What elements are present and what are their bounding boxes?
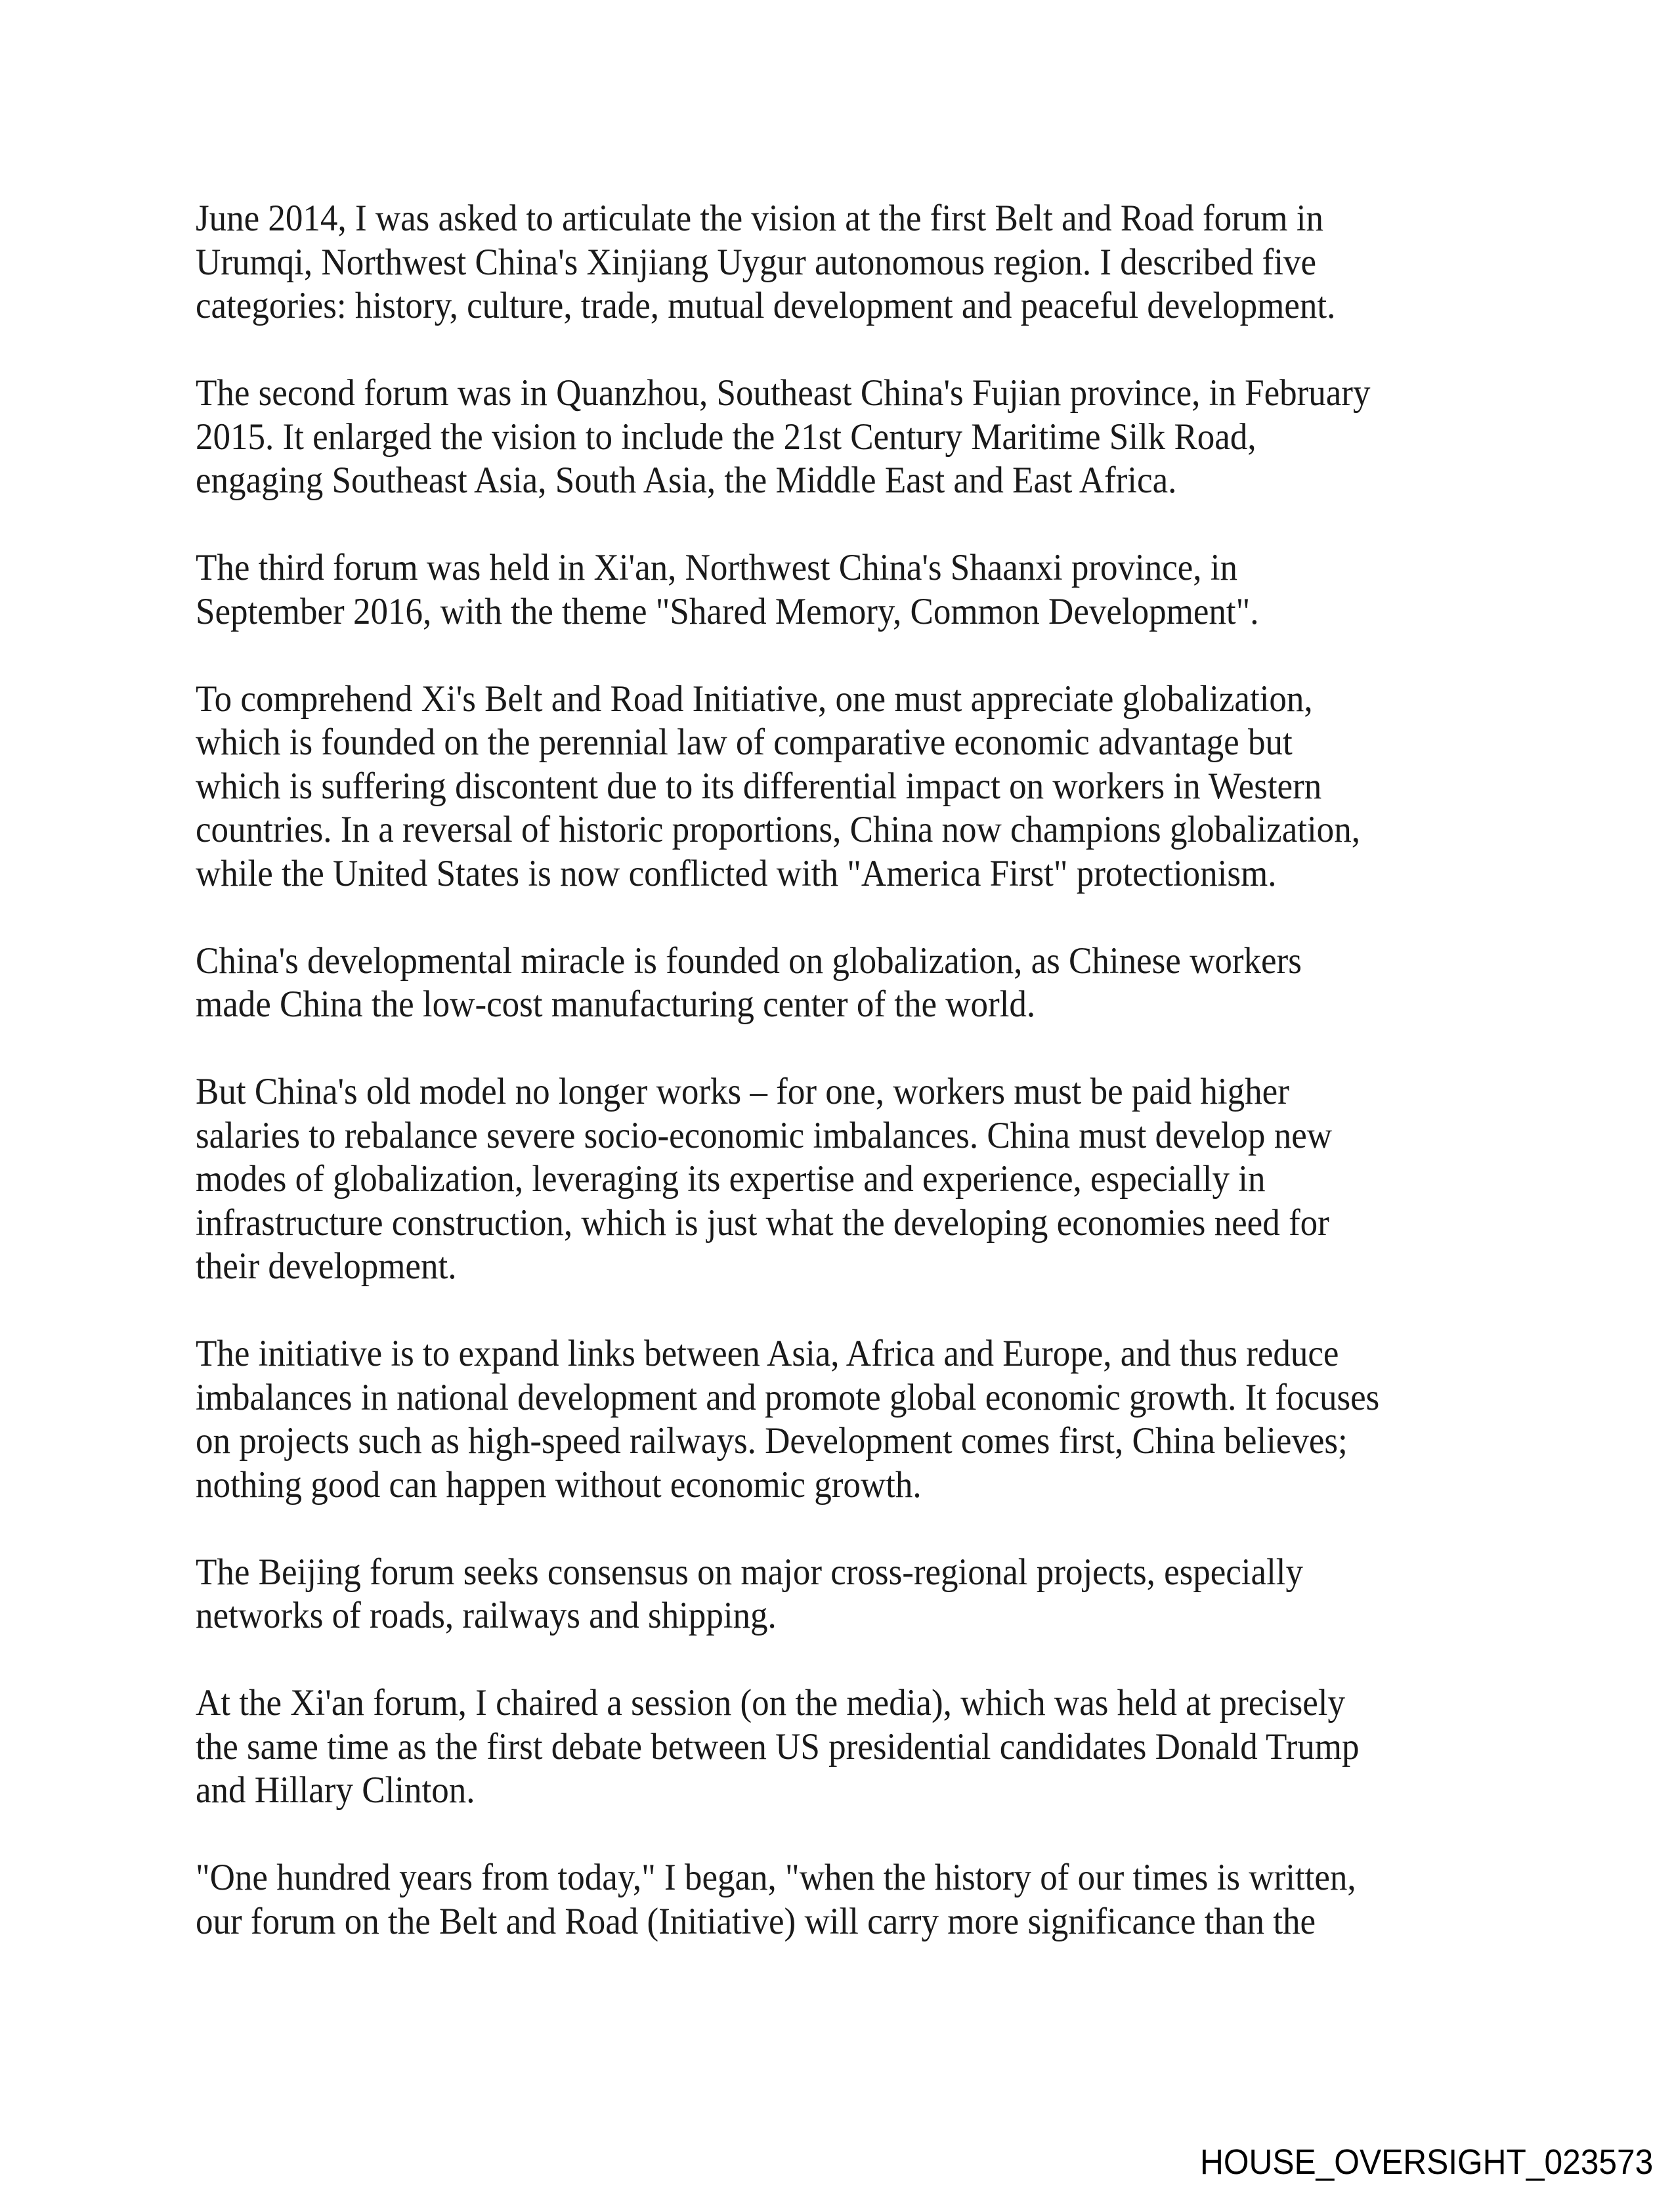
document-body	[196, 197, 1478, 1987]
paragraph	[196, 197, 1478, 328]
paragraph	[196, 1551, 1478, 1638]
text-line: countries. In a reversal of historic proportions, China now champions globalization,	[196, 809, 1360, 850]
text-line: made China the low-cost manufacturing center of the world.	[196, 984, 1036, 1025]
text-line: 2015. It enlarged the vision to include the 21st Century Maritime Silk Road,	[196, 416, 1256, 458]
paragraph	[196, 1332, 1478, 1507]
text-line: imbalances in national development and promote global economic growth. It focuses	[196, 1376, 1380, 1418]
text-line: modes of globalization, leveraging its expertise and experience, especially in	[196, 1158, 1266, 1200]
text-line: China's developmental miracle is founded on globalization, as Chinese workers	[196, 940, 1302, 982]
paragraph	[196, 546, 1478, 634]
text-line: infrastructure construction, which is just what the developing economies need for	[196, 1202, 1329, 1244]
text-line: categories: history, culture, trade, mutual development and peaceful development.	[196, 285, 1336, 326]
text-line: To comprehend Xi's Belt and Road Initiative, one must appreciate globalization,	[196, 678, 1313, 720]
text-line: June 2014, I was asked to articulate the vision at the first Belt and Road forum in	[196, 198, 1324, 239]
text-line: networks of roads, railways and shipping.	[196, 1595, 777, 1636]
text-line: The third forum was held in Xi'an, Northwest China's Shaanxi province, in	[196, 547, 1238, 588]
paragraph	[196, 940, 1478, 1027]
paragraph	[196, 678, 1478, 896]
text-line: their development.	[196, 1246, 457, 1287]
paragraph	[196, 1681, 1478, 1813]
text-line: and Hillary Clinton.	[196, 1769, 475, 1811]
text-line: But China's old model no longer works – for one, workers must be paid higher	[196, 1071, 1289, 1112]
text-line: The initiative is to expand links between Asia, Africa and Europe, and thus reduce	[196, 1333, 1339, 1374]
text-line: At the Xi'an forum, I chaired a session (on the media), which was held at precisely	[196, 1682, 1345, 1724]
text-line: salaries to rebalance severe socio-economic imbalances. China must develop new	[196, 1114, 1333, 1156]
text-line: our forum on the Belt and Road (Initiative) will carry more significance than the	[196, 1900, 1316, 1942]
paragraph	[196, 372, 1478, 503]
text-line: the same time as the first debate between US presidential candidates Donald Trump	[196, 1725, 1360, 1767]
text-line: The Beijing forum seeks consensus on major cross-regional projects, especially	[196, 1551, 1304, 1593]
bates-number: HOUSE_OVERSIGHT_023573	[1200, 2142, 1654, 2182]
text-line: while the United States is now conflicted with "America First" protectionism.	[196, 852, 1277, 894]
text-line: Urumqi, Northwest China's Xinjiang Uygur autonomous region. I described five	[196, 241, 1317, 283]
paragraph	[196, 1070, 1478, 1289]
text-line: which is suffering discontent due to its differential impact on workers in Western	[196, 765, 1322, 807]
text-line: engaging Southeast Asia, South Asia, the Middle East and East Africa.	[196, 460, 1177, 501]
text-line: which is founded on the perennial law of comparative economic advantage but	[196, 722, 1293, 763]
paragraph	[196, 1856, 1478, 1943]
text-line: "One hundred years from today," I began, "when the history of our times is written,	[196, 1857, 1356, 1898]
text-line: The second forum was in Quanzhou, Southeast China's Fujian province, in February	[196, 372, 1371, 414]
text-line: nothing good can happen without economic growth.	[196, 1464, 922, 1506]
text-line: September 2016, with the theme "Shared Memory, Common Development".	[196, 590, 1259, 632]
text-line: on projects such as high-speed railways. Development comes first, China believes;	[196, 1420, 1348, 1462]
